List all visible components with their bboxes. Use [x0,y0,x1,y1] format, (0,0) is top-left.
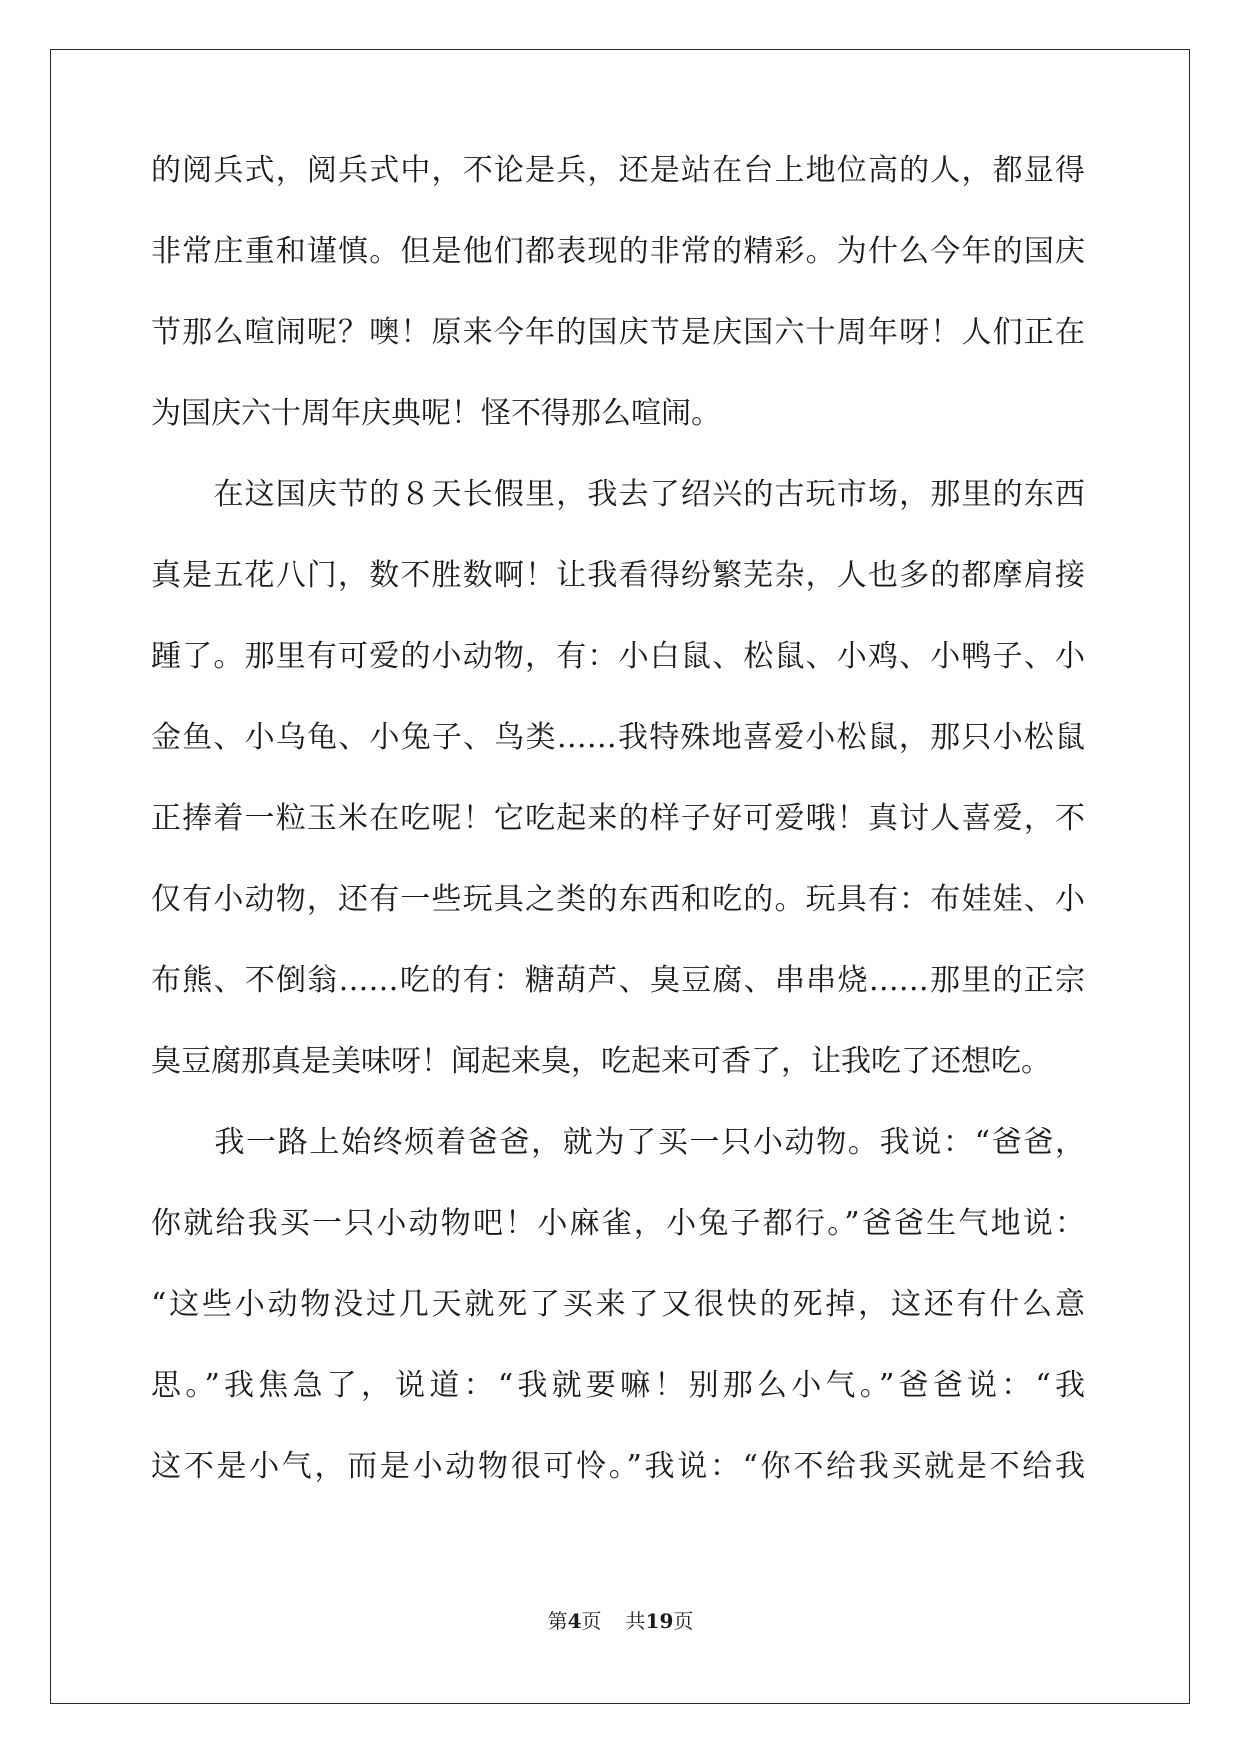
text-line: 的阅兵式，阅兵式中，不论是兵，还是站在台上地位高的人，都显得 [151,153,1085,188]
page-suffix: 页 [581,1609,602,1633]
page-prefix: 第 [547,1609,568,1633]
page-footer [0,1605,1241,1634]
text-line: 非常庄重和谨慎。但是他们都表现的非常的精彩。为什么今年的国庆 [151,234,1085,269]
text-line: 真是五花八门，数不胜数啊！让我看得纷繁芜杂，人也多的都摩肩接 [151,558,1085,593]
text-line: 节那么喧闹呢？噢！原来今年的国庆节是庆国六十周年呀！人们正在 [151,315,1085,350]
text-line: 臭豆腐那真是美味呀！闻起来臭，吃起来可香了，让我吃了还想吃。 [151,1044,1051,1079]
text-line: 在这国庆节的８天长假里，我去了绍兴的古玩市场，那里的东西 [151,477,1085,512]
text-line: 这不是小气，而是小动物很可怜。”我说：“你不给我买就是不给我 [151,1449,1085,1484]
total-suffix: 页 [673,1609,694,1633]
text-line: 布熊、不倒翁……吃的有：糖葫芦、臭豆腐、串串烧……那里的正宗 [151,963,1085,998]
text-line: “这些小动物没过几天就死了买来了又很快的死掉，这还有什么意 [151,1287,1085,1322]
text-line: 正捧着一粒玉米在吃呢！它吃起来的样子好可爱哦！真讨人喜爱，不 [151,801,1085,836]
page-number: 4 [567,1609,582,1633]
text-line: 你就给我买一只小动物吧！小麻雀，小兔子都行。”爸爸生气地说： [151,1206,1085,1241]
total-prefix: 共 [625,1609,646,1633]
text-line: 为国庆六十周年庆典呢！怪不得那么喧闹。 [151,396,721,431]
text-line: 思。”我焦急了，说道：“我就要嘛！别那么小气。”爸爸说：“我 [151,1368,1085,1403]
text-line: 仅有小动物，还有一些玩具之类的东西和吃的。玩具有：布娃娃、小 [151,882,1085,917]
text-line: 金鱼、小乌龟、小兔子、鸟类……我特殊地喜爱小松鼠，那只小松鼠 [151,720,1085,755]
total-pages: 19 [645,1609,674,1633]
text-line: 我一路上始终烦着爸爸，就为了买一只小动物。我说：“爸爸， [151,1125,1085,1160]
text-line: 踵了。那里有可爱的小动物，有：小白鼠、松鼠、小鸡、小鸭子、小 [151,639,1085,674]
